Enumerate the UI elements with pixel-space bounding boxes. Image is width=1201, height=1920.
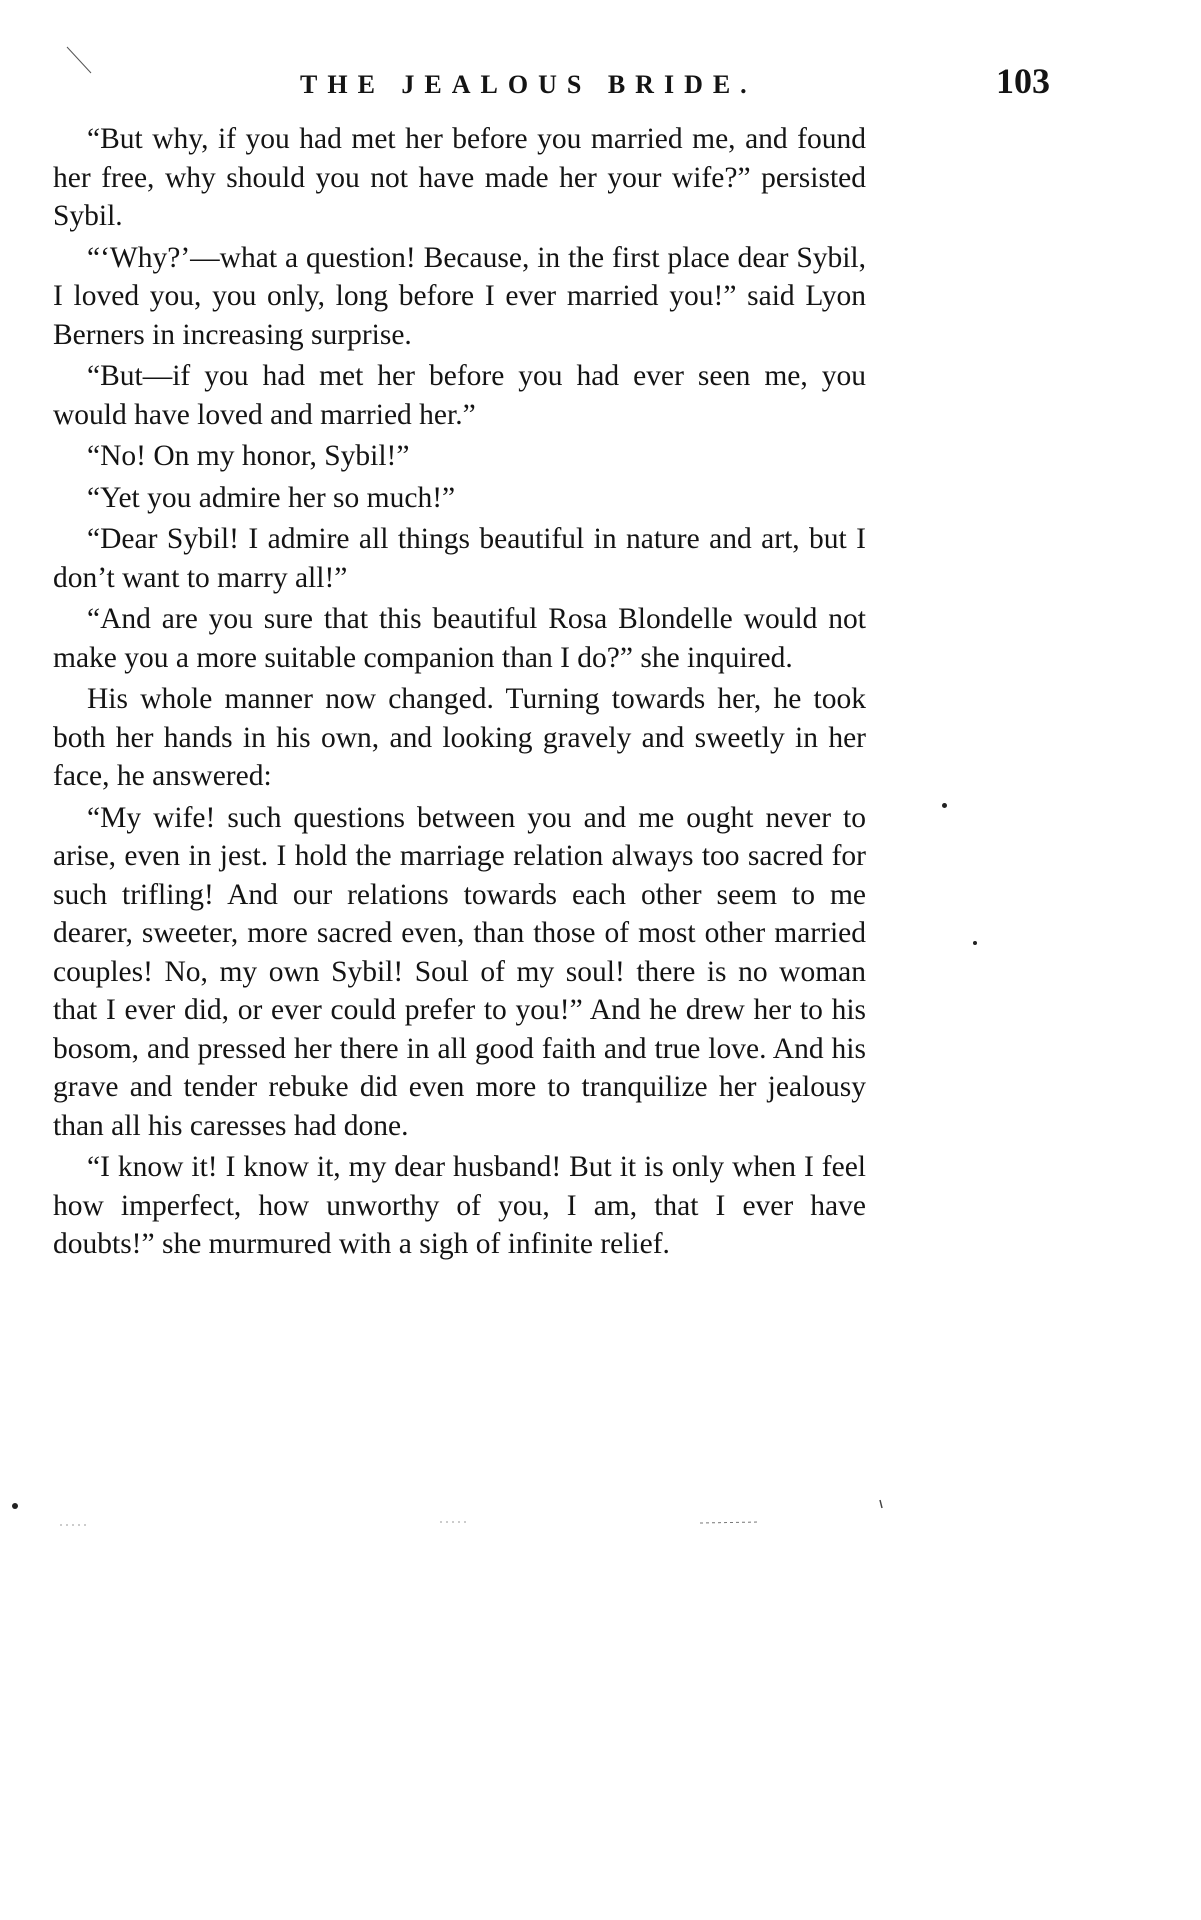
bottom-scan-marks	[0, 1480, 1201, 1540]
paragraph: “My wife! such questions between you and me ought never to arise, even in jest. I hold the marriage relation always too sacred for such trifling! And our relations towards each other seem to me dearer, sweeter, more sacred even, than those of most other married couples! No, my own Sybil! Soul of my soul! there is no woman that I ever did, or ever could prefer to you!” And he drew her to his bosom, and pressed her there in all good faith and true love. And his grave and tender rebuke did even more to tranquilize her jealousy than all his caresses had done.	[53, 801, 866, 1142]
paragraph: “And are you sure that this beautiful Rosa Blondelle would not make you a more suitable companion than I do?” she inquired.	[53, 603, 866, 674]
paragraph: “Yet you admire her so much!”	[87, 481, 456, 514]
paragraph: His whole manner now changed. Turning towards her, he took both her hands in his own, and looking gravely and sweetly in her face, he answered:	[53, 683, 866, 792]
paragraph: “‘Why?’—what a question! Because, in the first place dear Sybil, I loved you, you only, long before I ever married you!” said Lyon Berners in increasing surprise.	[53, 241, 866, 351]
running-head	[60, 60, 1050, 110]
paragraph: “Dear Sybil! I admire all things beautiful in nature and art, but I don’t want to marry all!”	[53, 523, 866, 594]
paragraph: “No! On my honor, Sybil!”	[87, 440, 410, 472]
ink-speck	[973, 941, 977, 945]
body-text	[53, 120, 866, 1264]
paragraph: “I know it! I know it, my dear husband! But it is only when I feel how imperfect, how unworthy of you, I am, that I ever have doubts!” she murmured with a sigh of infinite relief.	[53, 1151, 866, 1260]
paragraph: “But—if you had met her before you had ever seen me, you would have loved and married her.”	[53, 360, 866, 431]
paragraph: “But why, if you had met her before you married me, and found her free, why should you not have made her your wife?” persisted Sybil.	[53, 123, 866, 232]
page-number: 103	[996, 61, 1050, 101]
running-title: THE JEALOUS BRIDE.	[300, 70, 757, 99]
ink-speck	[942, 803, 947, 808]
